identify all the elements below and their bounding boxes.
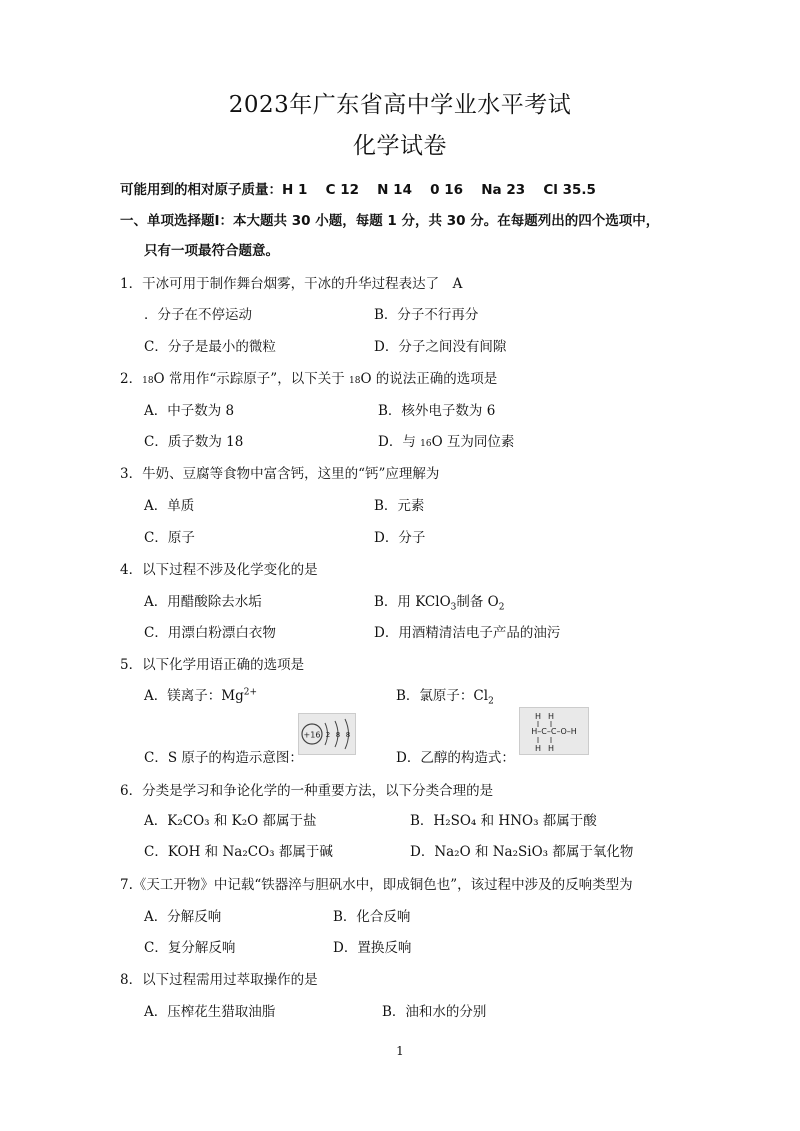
question-5-option-a-text: A．镁离子：Mg: [144, 688, 244, 704]
question-2-stem: [120, 367, 497, 387]
isotope-mass: 16: [420, 439, 432, 449]
question-3-stem: 3．牛奶、豆腐等食物中富含钙，这里的“钙”应理解为: [120, 466, 440, 482]
shell-1-electron-count: 2: [325, 731, 331, 739]
question-5-option-b: [396, 684, 494, 707]
question-7-option-b: B．化合反响: [333, 909, 411, 925]
section-heading-line2: 只有一项最符合题意。: [144, 243, 279, 259]
question-3-option-a: A．单质: [144, 498, 195, 514]
question-7-option-a: A．分解反响: [144, 909, 222, 925]
shell-3-electron-count: 8: [345, 731, 351, 739]
question-4-option-b: [374, 590, 504, 613]
sulfur-atom-structure-diagram: [298, 713, 356, 755]
subscript: 2: [498, 602, 505, 613]
question-5-stem: 5．以下化学用语正确的选项是: [120, 657, 305, 673]
question-3-option-b: B．元素: [374, 498, 425, 514]
question-2-option-d: [378, 430, 514, 450]
question-6-option-d: D．Na₂O 和 Na₂SiO₃ 都属于氧化物: [410, 844, 634, 860]
subscript: 2: [488, 696, 494, 707]
question-8-stem: 8．以下过程需用过萃取操作的是: [120, 972, 318, 988]
question-2-option-b: B．核外电子数为 6: [378, 403, 496, 419]
question-4-option-d: D．用酒精清洁电子产品的油污: [374, 625, 561, 641]
question-7-stem: 7.《天工开物》中记载“铁器淬与胆矾水中，即成铜色也”，该过程中涉及的反响类型为: [120, 877, 633, 893]
question-4-option-a: A．用醋酸除去水垢: [144, 594, 262, 610]
question-5-option-c: C．S 原子的构造示意图：: [144, 750, 303, 766]
question-8-option-a: A．压榨花生猎取油脂: [144, 1004, 276, 1020]
question-2-option-d-suffix: O 互为同位素: [431, 434, 515, 450]
question-2-option-d-prefix: D．与: [378, 434, 421, 450]
question-5-option-a: [144, 684, 257, 704]
question-1-option-a: ．分子在不停运动: [144, 307, 252, 323]
question-4-option-b-text: B．用 KClO: [374, 594, 451, 610]
isotope-mass: 18: [142, 376, 154, 386]
question-4-option-b-text: 制备 O: [456, 594, 499, 610]
nucleus-charge-label: +16: [303, 730, 321, 740]
superscript: 2+: [243, 687, 257, 698]
question-2-stem-part1: O 常用作“示踪原子”，以下关于: [153, 371, 349, 387]
svg-text:H: H: [547, 712, 555, 721]
question-2-option-a: A．中子数为 8: [144, 403, 235, 419]
question-6-option-c: C．KOH 和 Na₂CO₃ 都属于碱: [144, 844, 333, 860]
section-heading-line1: 一、单项选择题Ⅰ：本大题共 30 小题，每题 1 分，共 30 分。在每题列出的四个选项中，: [120, 213, 660, 229]
question-2-stem-part2: O 的说法正确的选项是: [360, 371, 498, 387]
subscript: 3: [450, 602, 457, 613]
exam-title: 2023年广东省高中学业水平考试: [228, 92, 572, 118]
atomic-mass-line: 可能用到的相对原子质量：H 1 C 12 N 14 0 16 Na 23 Cl 35.5: [120, 182, 596, 198]
question-6-option-b: B．H₂SO₄ 和 HNO₃ 都属于酸: [410, 813, 597, 829]
question-4-stem: 4．以下过程不涉及化学变化的是: [120, 562, 318, 578]
question-7-option-d: D．置换反响: [333, 940, 412, 956]
page-number: 1: [396, 1044, 404, 1058]
question-2-number: 2．: [120, 371, 143, 387]
question-5-option-d: D．乙醇的构造式：: [396, 750, 515, 766]
question-6-stem: 6．分类是学习和争论化学的一种重要方法，以下分类合理的是: [120, 783, 494, 799]
question-2-option-c: C．质子数为 18: [144, 434, 244, 450]
question-5-option-b-text: B．氯原子：Cl: [396, 688, 489, 704]
question-1-stem: 1．干冰可用于制作舞台烟雾，干冰的升华过程表达了 A: [120, 276, 463, 292]
svg-text:H: H: [534, 744, 542, 753]
question-7-option-c: C．复分解反响: [144, 940, 236, 956]
ethanol-structural-formula-diagram: [519, 707, 589, 755]
question-8-option-b: B．油和水的分别: [382, 1004, 487, 1020]
question-1-option-b: B．分子不行再分: [374, 307, 479, 323]
shell-2-electron-count: 8: [335, 731, 341, 739]
question-4-option-c: C．用漂白粉漂白衣物: [144, 625, 276, 641]
ethanol-backbone: H–C–C–O–H: [531, 727, 577, 736]
isotope-mass: 18: [349, 376, 361, 386]
svg-text:H: H: [534, 712, 542, 721]
svg-text:H: H: [547, 744, 555, 753]
question-1-option-d: D．分子之间没有间隙: [374, 339, 507, 355]
question-6-option-a: A．K₂CO₃ 和 K₂O 都属于盐: [144, 813, 317, 829]
exam-subtitle: 化学试卷: [353, 133, 447, 159]
question-3-option-d: D．分子: [374, 530, 426, 546]
question-3-option-c: C．原子: [144, 530, 195, 546]
question-1-option-c: C．分子是最小的微粒: [144, 339, 276, 355]
